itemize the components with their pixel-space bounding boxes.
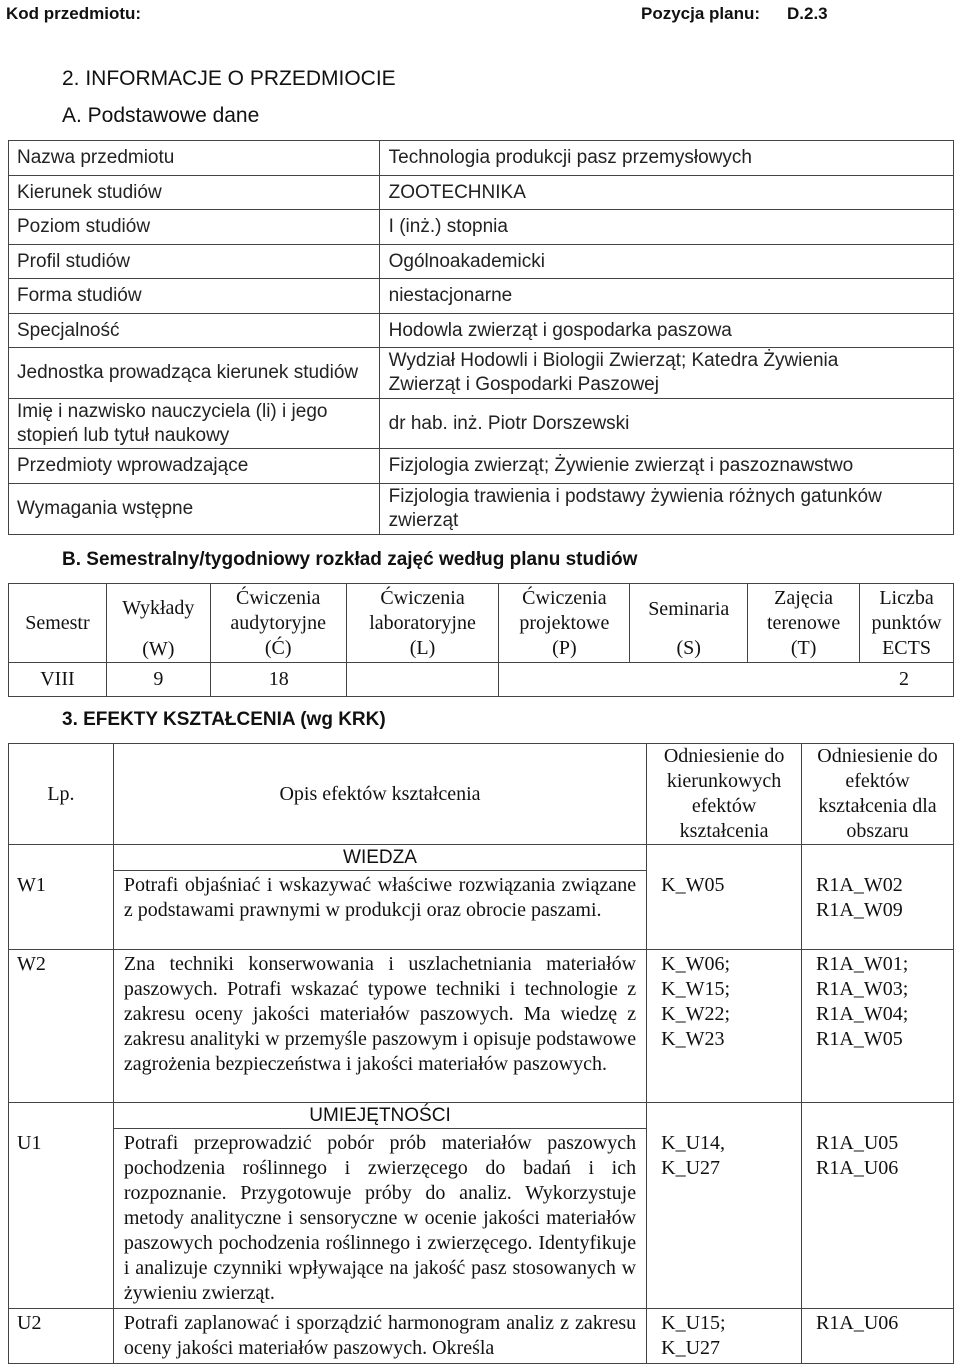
field-value: Fizjologia zwierząt; Żywienie zwierząt i paszoznawstwo bbox=[379, 449, 953, 484]
table-row bbox=[9, 399, 954, 449]
section-row-umiejetnosci bbox=[9, 1103, 954, 1129]
schedule-header-row bbox=[9, 584, 954, 663]
header-cwiczenia-projektowe: Ćwiczenia projektowe (P) bbox=[499, 584, 630, 663]
schedule-table bbox=[8, 583, 954, 697]
table-row bbox=[9, 210, 954, 245]
cwiczenia-audytoryjne-value: 18 bbox=[210, 663, 346, 697]
efekt-lp: U2 bbox=[9, 1309, 114, 1364]
header-seminaria: Seminaria (S) bbox=[630, 584, 748, 663]
seminaria-value bbox=[630, 663, 748, 697]
zajecia-terenowe-value bbox=[748, 663, 860, 697]
header-opis: Opis efektów kształcenia bbox=[113, 744, 646, 845]
header-ects: Liczba punktów ECTS bbox=[860, 584, 954, 663]
field-label: Forma studiów bbox=[9, 279, 380, 314]
efekt-kierunkowe: K_W06; K_W15; K_W22; K_W23 bbox=[647, 950, 802, 1103]
efekt-description: Potrafi objaśniać i wskazywać właściwe rozwiązania związane z podstawami prawnymi w produkcji oraz obrocie paszami. bbox=[113, 871, 646, 950]
efekt-obszar: R1A_U06 bbox=[802, 1309, 954, 1364]
field-label: Wymagania wstępne bbox=[9, 484, 380, 535]
field-value: ZOOTECHNIKA bbox=[379, 176, 953, 210]
header-wyklady: Wykłady (W) bbox=[106, 584, 210, 663]
table-row bbox=[9, 348, 954, 399]
field-value: Technologia produkcji pasz przemysłowych bbox=[379, 141, 953, 176]
field-label: Jednostka prowadząca kierunek studiów bbox=[9, 348, 380, 399]
field-label: Nazwa przedmiotu bbox=[9, 141, 380, 176]
field-value: niestacjonarne bbox=[379, 279, 953, 314]
header-zajecia-terenowe: Zajęcia terenowe (T) bbox=[748, 584, 860, 663]
semestr-value: VIII bbox=[9, 663, 107, 697]
cwiczenia-projektowe-value bbox=[499, 663, 630, 697]
field-value: Wydział Hodowli i Biologii Zwierząt; Katedra Żywienia Zwierząt i Gospodarki Paszowej bbox=[379, 348, 953, 399]
efekt-kierunkowe: K_U15; K_U27 bbox=[647, 1309, 802, 1364]
schedule-data-row bbox=[9, 663, 954, 697]
efekty-table bbox=[8, 743, 954, 1364]
ects-value: 2 bbox=[860, 663, 954, 697]
field-value: Ogólnoakademicki bbox=[379, 245, 953, 279]
table-row bbox=[9, 484, 954, 535]
cwiczenia-laboratoryjne-value bbox=[346, 663, 499, 697]
table-row bbox=[9, 176, 954, 210]
table-row bbox=[9, 950, 954, 1103]
section-title-info: 2. INFORMACJE O PRZEDMIOCIE bbox=[62, 67, 396, 90]
table-row bbox=[9, 314, 954, 348]
efekt-description: Potrafi przeprowadzić pobór prób materiałów paszowych pochodzenia roślinnego i zwierzęcego do badań i ich rozpoznanie. Przygotowuje próby do analiz. Wykorzystuje metody analityczne i sensoryczne w ocenie jakości materiałów paszowych pochodzenia roślinnego i zwierzęcego. Identyfikuje i analizuje czynniki wpływające na jakość pasz stosowanych w żywieniu zwierząt. bbox=[113, 1129, 646, 1309]
basic-data-table bbox=[8, 140, 954, 535]
efekt-kierunkowe: K_W05 bbox=[647, 871, 802, 950]
efekt-obszar: R1A_U05 R1A_U06 bbox=[802, 1129, 954, 1309]
field-label: Kierunek studiów bbox=[9, 176, 380, 210]
table-row bbox=[9, 1129, 954, 1309]
section-title-efekty: 3. EFEKTY KSZTAŁCENIA (wg KRK) bbox=[62, 709, 386, 730]
field-label: Poziom studiów bbox=[9, 210, 380, 245]
field-label: Profil studiów bbox=[9, 245, 380, 279]
header-odniesienie-kierunkowe: Odniesienie do kierunkowych efektów kształcenia bbox=[647, 744, 802, 845]
table-row bbox=[9, 279, 954, 314]
field-value: Hodowla zwierząt i gospodarka paszowa bbox=[379, 314, 953, 348]
efekt-obszar: R1A_W01; R1A_W03; R1A_W04; R1A_W05 bbox=[802, 950, 954, 1103]
header-odniesienie-obszar: Odniesienie do efektów kształcenia dla obszaru bbox=[802, 744, 954, 845]
table-row bbox=[9, 245, 954, 279]
plan-position-label: Pozycja planu: bbox=[641, 4, 761, 23]
efekt-kierunkowe: K_U14, K_U27 bbox=[647, 1129, 802, 1309]
efekt-lp: W2 bbox=[9, 950, 114, 1103]
course-code-label: Kod przedmiotu: bbox=[6, 4, 142, 23]
field-label: Imię i nazwisko nauczyciela (li) i jego stopień lub tytuł naukowy bbox=[9, 399, 380, 449]
table-row bbox=[9, 141, 954, 176]
section-label-wiedza: WIEDZA bbox=[113, 845, 646, 871]
wyklady-value: 9 bbox=[106, 663, 210, 697]
efekt-lp: U1 bbox=[9, 1129, 114, 1309]
section-title-schedule: B. Semestralny/tygodniowy rozkład zajęć według planu studiów bbox=[62, 549, 638, 570]
efekt-description: Zna techniki konserwowania i uszlachetniania materiałów paszowych. Potrafi wskazać typowe techniki i technologie z zakresu oceny jakości materiałów paszowych. Ma wiedzę z zakresu analityki w przemyśle paszowym i opisuje podstawowe zagrożenia bezpieczeństwa i jakości materiałów paszowych. bbox=[113, 950, 646, 1103]
field-value: Fizjologia trawienia i podstawy żywienia różnych gatunków zwierząt bbox=[379, 484, 953, 535]
section-subtitle-basic: A. Podstawowe dane bbox=[62, 104, 260, 127]
header-semestr: Semestr bbox=[9, 584, 107, 663]
field-label: Przedmioty wprowadzające bbox=[9, 449, 380, 484]
efekt-obszar: R1A_W02 R1A_W09 bbox=[802, 871, 954, 950]
header-lp: Lp. bbox=[9, 744, 114, 845]
table-row bbox=[9, 1309, 954, 1364]
header-cwiczenia-audytoryjne: Ćwiczenia audytoryjne (Ć) bbox=[210, 584, 346, 663]
field-value: I (inż.) stopnia bbox=[379, 210, 953, 245]
section-row-wiedza bbox=[9, 845, 954, 871]
section-label-umiejetnosci: UMIEJĘTNOŚCI bbox=[113, 1103, 646, 1129]
field-label: Specjalność bbox=[9, 314, 380, 348]
header-cwiczenia-laboratoryjne: Ćwiczenia laboratoryjne (L) bbox=[346, 584, 499, 663]
table-row bbox=[9, 449, 954, 484]
efekt-lp: W1 bbox=[9, 871, 114, 950]
plan-position-value: D.2.3 bbox=[787, 4, 828, 23]
table-row bbox=[9, 871, 954, 950]
efekt-description: Potrafi zaplanować i sporządzić harmonogram analiz z zakresu oceny jakości materiałów paszowych. Określa bbox=[113, 1309, 646, 1364]
field-value: dr hab. inż. Piotr Dorszewski bbox=[379, 399, 953, 449]
efekty-header-row bbox=[9, 744, 954, 845]
